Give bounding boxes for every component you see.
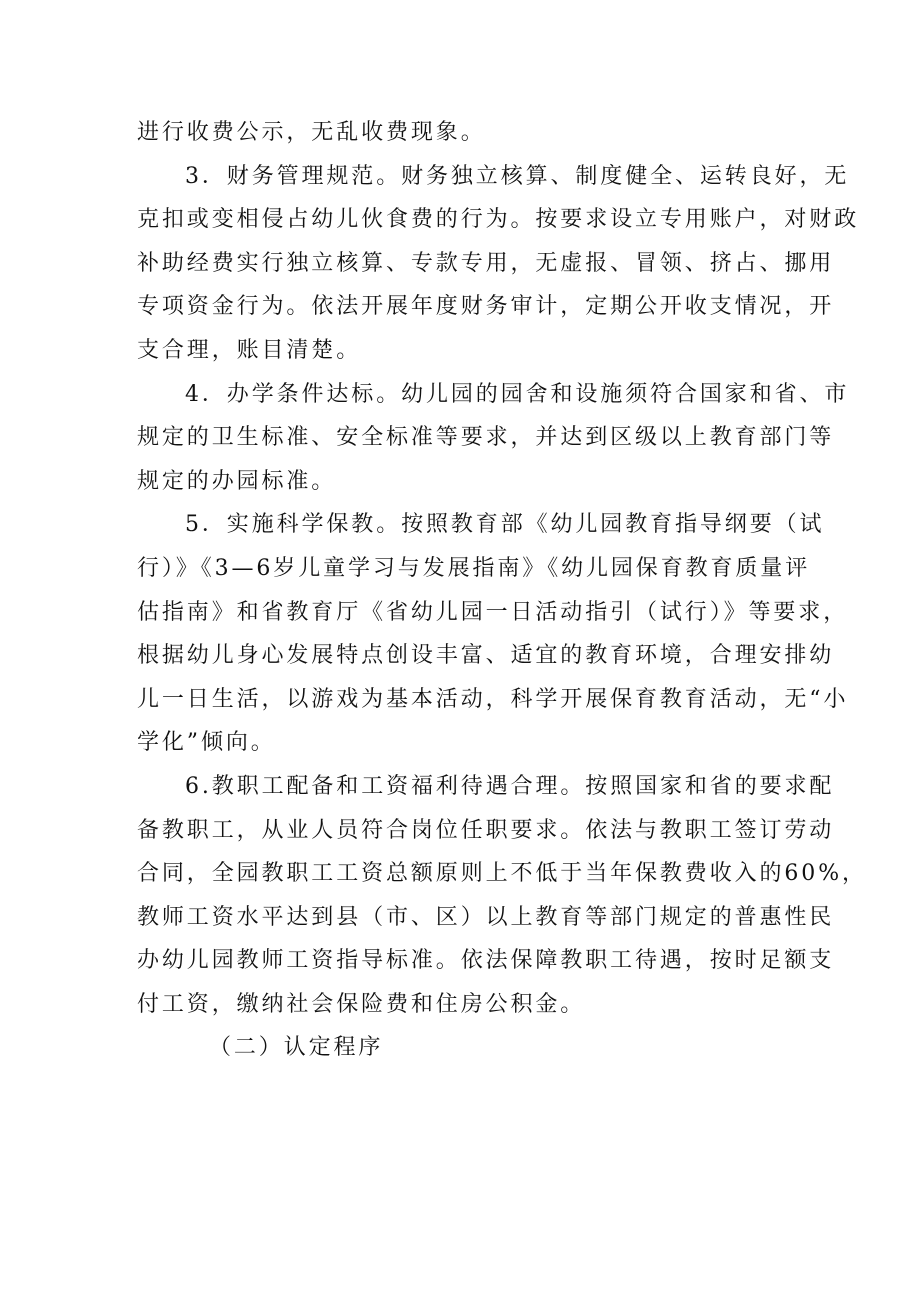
text-line-7: 4．办学条件达标。幼儿园的园舍和设施须符合国家和省、市 xyxy=(185,381,850,407)
text-line-10: 5．实施科学保教。按照教育部《幼儿园教育指导纲要（试 xyxy=(185,512,825,538)
text-line-15: 学化”倾向。 xyxy=(137,730,276,756)
document-body xyxy=(137,111,867,1070)
text-line-17: 备教职工，从业人员符合岗位任职要求。依法与教职工签订劳动 xyxy=(137,817,835,843)
text-line-21: 付工资，缴纳社会保险费和住房公积金。 xyxy=(137,991,586,1017)
text-line-2: 3．财务管理规范。财务独立核算、制度健全、运转良好，无 xyxy=(185,163,850,189)
text-line-11: 行）》《3—6岁儿童学习与发展指南》《幼儿园保育教育质量评 xyxy=(137,555,811,581)
text-line-8: 规定的卫生标准、安全标准等要求，并达到区级以上教育部门等 xyxy=(137,425,835,451)
text-line-13: 根据幼儿身心发展特点创设丰富、适宜的教育环境，合理安排幼 xyxy=(137,643,835,669)
text-line-20: 办幼儿园教师工资指导标准。依法保障教职工待遇，按时足额支 xyxy=(137,948,835,974)
text-line-19: 教师工资水平达到县（市、区）以上教育等部门规定的普惠性民 xyxy=(137,904,835,930)
text-line-3: 克扣或变相侵占幼儿伙食费的行为。按要求设立专用账户，对财政 xyxy=(137,207,860,233)
text-line-9: 规定的办园标准。 xyxy=(137,468,337,494)
text-line-1: 进行收费公示，无乱收费现象。 xyxy=(137,120,486,145)
text-line-4: 补助经费实行独立核算、专款专用，无虚报、冒领、挤占、挪用 xyxy=(137,250,835,276)
text-line-16: 6.教职工配备和工资福利待遇合理。按照国家和省的要求配 xyxy=(185,773,835,799)
text-line-5: 专项资金行为。依法开展年度财务审计，定期公开收支情况，开 xyxy=(137,294,835,320)
text-line-6: 支合理，账目清楚。 xyxy=(137,337,362,363)
text-line-18: 合同，全园教职工工资总额原则上不低于当年保教费收入的60%， xyxy=(137,861,867,887)
section-heading: （二）认定程序 xyxy=(209,1035,384,1061)
text-line-14: 儿一日生活，以游戏为基本活动，科学开展保育教育活动，无“小 xyxy=(137,686,849,712)
text-line-12: 估指南》和省教育厅《省幼儿园一日活动指引（试行）》等要求， xyxy=(137,599,849,625)
